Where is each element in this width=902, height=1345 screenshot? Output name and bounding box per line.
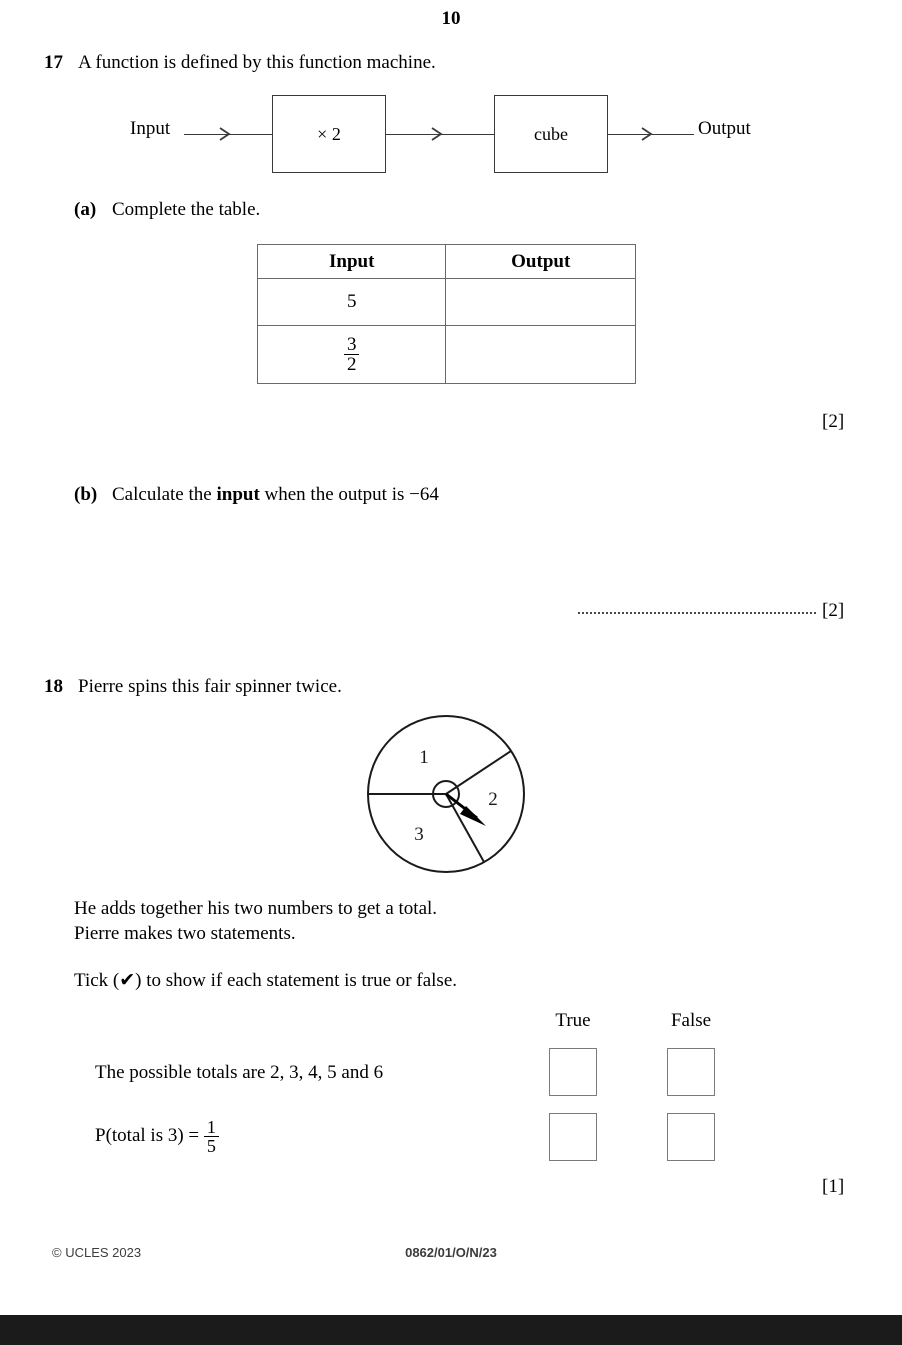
question-17-number: 17 <box>44 52 63 73</box>
part-b-label: (b) <box>74 484 98 505</box>
function-machine-diagram <box>0 95 902 175</box>
checkbox-statement-1-false[interactable] <box>667 1048 715 1096</box>
column-header-output: Output <box>446 245 636 279</box>
part-a-text: Complete the table. <box>112 199 261 220</box>
cell-input-1: 5 <box>258 279 446 326</box>
table-row <box>258 326 636 384</box>
question-18-stem: Pierre spins this fair spinner twice. <box>78 676 342 697</box>
table-row <box>258 279 636 326</box>
part-b-text-before: Calculate the <box>112 484 217 505</box>
input-output-table <box>257 244 636 384</box>
answer-line-part-b[interactable] <box>578 612 816 614</box>
fraction-three-halves <box>344 335 360 374</box>
machine-box1-label: × 2 <box>317 123 341 144</box>
question-18-number: 18 <box>44 676 63 697</box>
part-a-marks: [2] <box>822 411 845 432</box>
checkbox-statement-2-false[interactable] <box>667 1113 715 1161</box>
machine-operation-box-1 <box>272 95 386 173</box>
svg-text:3: 3 <box>414 824 424 845</box>
chevron-right-icon <box>638 125 656 143</box>
footer-copyright: © UCLES 2023 <box>52 1245 142 1260</box>
page-number: 10 <box>441 8 461 29</box>
check-icon: ✔ <box>119 970 136 991</box>
chevron-right-icon <box>216 125 234 143</box>
machine-input-label: Input <box>130 118 171 139</box>
statement-2-text-before: P(total is 3) = <box>95 1124 204 1146</box>
spinner-diagram <box>360 708 532 880</box>
question-17-stem: A function is defined by this function machine. <box>78 52 436 73</box>
cell-output-1[interactable] <box>446 279 636 326</box>
footer-paper-code: 0862/01/O/N/23 <box>405 1245 497 1260</box>
viewer-bottom-bar <box>0 1315 902 1345</box>
checkbox-statement-1-true[interactable] <box>549 1048 597 1096</box>
part-b-text-bold: input <box>216 484 260 505</box>
svg-text:1: 1 <box>419 747 429 768</box>
part-a-label: (a) <box>74 199 97 220</box>
part-b-marks: [2] <box>822 600 845 621</box>
svg-text:2: 2 <box>488 789 498 810</box>
tick-instruction-before: Tick ( <box>74 970 120 991</box>
statement-1-text: The possible totals are 2, 3, 4, 5 and 6 <box>95 1062 384 1083</box>
fraction-numerator: 1 <box>206 1117 216 1137</box>
cell-input-2 <box>258 326 446 384</box>
fraction-one-fifth <box>204 1118 219 1155</box>
question-18-marks: [1] <box>822 1176 845 1197</box>
statement-2-text <box>95 1118 219 1155</box>
fraction-denominator: 2 <box>344 354 360 374</box>
fraction-numerator: 3 <box>346 334 357 355</box>
column-header-true: True <box>555 1010 591 1031</box>
part-b-text <box>112 484 439 506</box>
tick-instruction <box>74 969 457 992</box>
column-header-false: False <box>670 1010 712 1031</box>
question-18-line-1: He adds together his two numbers to get a total. <box>74 898 438 919</box>
table-header-row <box>258 245 636 279</box>
cell-output-2[interactable] <box>446 326 636 384</box>
question-18-line-2: Pierre makes two statements. <box>74 923 296 944</box>
machine-box2-label: cube <box>534 123 568 144</box>
machine-operation-box-2 <box>494 95 608 173</box>
part-b-text-after: when the output is −64 <box>259 484 439 505</box>
machine-output-label: Output <box>698 118 751 139</box>
fraction-denominator: 5 <box>204 1136 219 1155</box>
chevron-right-icon <box>428 125 446 143</box>
column-header-input: Input <box>258 245 446 279</box>
checkbox-statement-2-true[interactable] <box>549 1113 597 1161</box>
tick-instruction-after: ) to show if each statement is true or false. <box>135 970 457 991</box>
